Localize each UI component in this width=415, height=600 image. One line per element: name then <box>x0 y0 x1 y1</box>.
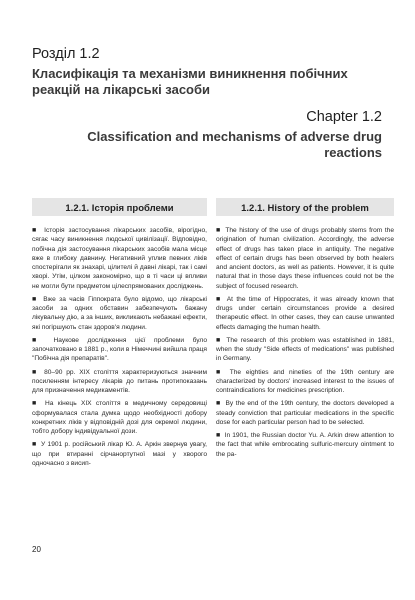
chapter-title-uk: Класифікація та механізми виникнення побічних реакцій на лікарські засоби <box>32 66 348 97</box>
chapter-title-en: Classification and mechanisms of adverse drug reactions <box>87 129 382 160</box>
bullet-icon: ■ <box>216 368 224 376</box>
paragraph-uk: ■ Наукове дослідження цієї проблеми було започатковано в 1881 р., коли в Німеччині вийшла праця "Побічна дія препаратів". <box>32 336 207 363</box>
bullet-icon: ■ <box>216 336 222 344</box>
bullet-icon: ■ <box>32 336 43 344</box>
bullet-icon: ■ <box>32 441 37 449</box>
section-heading-en: 1.2.1. History of the problem <box>241 203 369 214</box>
paragraph-en: ■ The history of the use of drugs probably stems from the origination of human civilization. Accordingly, the adverse effect of drugs has taken place in antiquity. The negative effect of certain drugs has been observed by both healers and ancient doctors, as well as patients. However, it is quite natural that in those days these influences could not be the subject of focused research. <box>216 227 394 290</box>
chapter-label-en: Chapter 1.2 <box>306 109 382 125</box>
bullet-icon: ■ <box>216 295 222 303</box>
paragraph-uk: ■ 80–90 рр. XIX століття характеризуються значним посиленням інтересу лікарів до питань протипоказань для призначення медикаментів. <box>32 368 207 394</box>
section-heading-uk: 1.2.1. Історія проблеми <box>65 203 174 214</box>
paragraph-en: ■ The eighties and nineties of the 19th century are characterized by doctors' increased interest to the issues of contraindications for medicines prescription. <box>216 368 394 394</box>
paragraph-uk: ■ У 1901 р. російський лікар Ю. А. Аркін звернув увагу, що при втиранні сірчанортутної мазі у хворого одночасно з висип- <box>32 441 207 467</box>
paragraph-uk: ■ На кінець XIX століття в медичному середовищі сформувалася стала думка щодо необхідності добору конкретних ліків у відповідній дозі для окремої людини, тобто добору індивідуальної дози. <box>32 400 207 435</box>
bullet-icon: ■ <box>32 368 39 376</box>
column-en <box>216 226 394 546</box>
bullet-icon: ■ <box>216 432 221 439</box>
paragraph-uk: ■ Вже за часів Гіппократа було відомо, що лікарські засоби за одних обставин забезпечують бажану лікувальну дію, а за інших, викликають небажані ефекти, які погіршують стан здоров'я людини. <box>32 295 207 331</box>
page-number: 20 <box>32 545 41 554</box>
chapter-label-uk: Розділ 1.2 <box>32 46 100 62</box>
paragraph-en: ■ The research of this problem was established in 1881, when the study "Side effects of medications" was published in Germany. <box>216 336 394 363</box>
bullet-icon: ■ <box>32 295 38 303</box>
bullet-icon: ■ <box>32 400 39 408</box>
column-uk <box>32 226 207 546</box>
bullet-icon: ■ <box>216 227 221 234</box>
paragraph-en: ■ By the end of the 19th century, the doctors developed a steady conviction that particular medications in the specific dose for each particular person had to be selected. <box>216 400 394 426</box>
paragraph-en: ■ In 1901, the Russian doctor Yu. A. Arkin drew attention to the fact that while embrocating sulfuric-mercury ointment to the pa- <box>216 432 394 458</box>
paragraph-en: ■ At the time of Hippocrates, it was already known that drugs under certain circumstances provide a desired therapeutic effect. In other cases, they can cause unwanted effects damaging the human health. <box>216 295 394 331</box>
bullet-icon: ■ <box>32 227 39 234</box>
bullet-icon: ■ <box>216 400 221 408</box>
paragraph-uk: ■ Історія застосування лікарських засобів, вірогідно, сягає часу виникнення людської цивілізації. Відповідно, побічна дія застосування лікарських засобів мала місце вже в глибоку давнину. Негативний уплив певних ліків спостерігали як знахарі, цілителі й давні лікарі, так і самі хворі. Утім, цілком закономірно, що в ті часи ці впливи не могли бути предметом цілеспрямованих досліджень. <box>32 227 207 290</box>
